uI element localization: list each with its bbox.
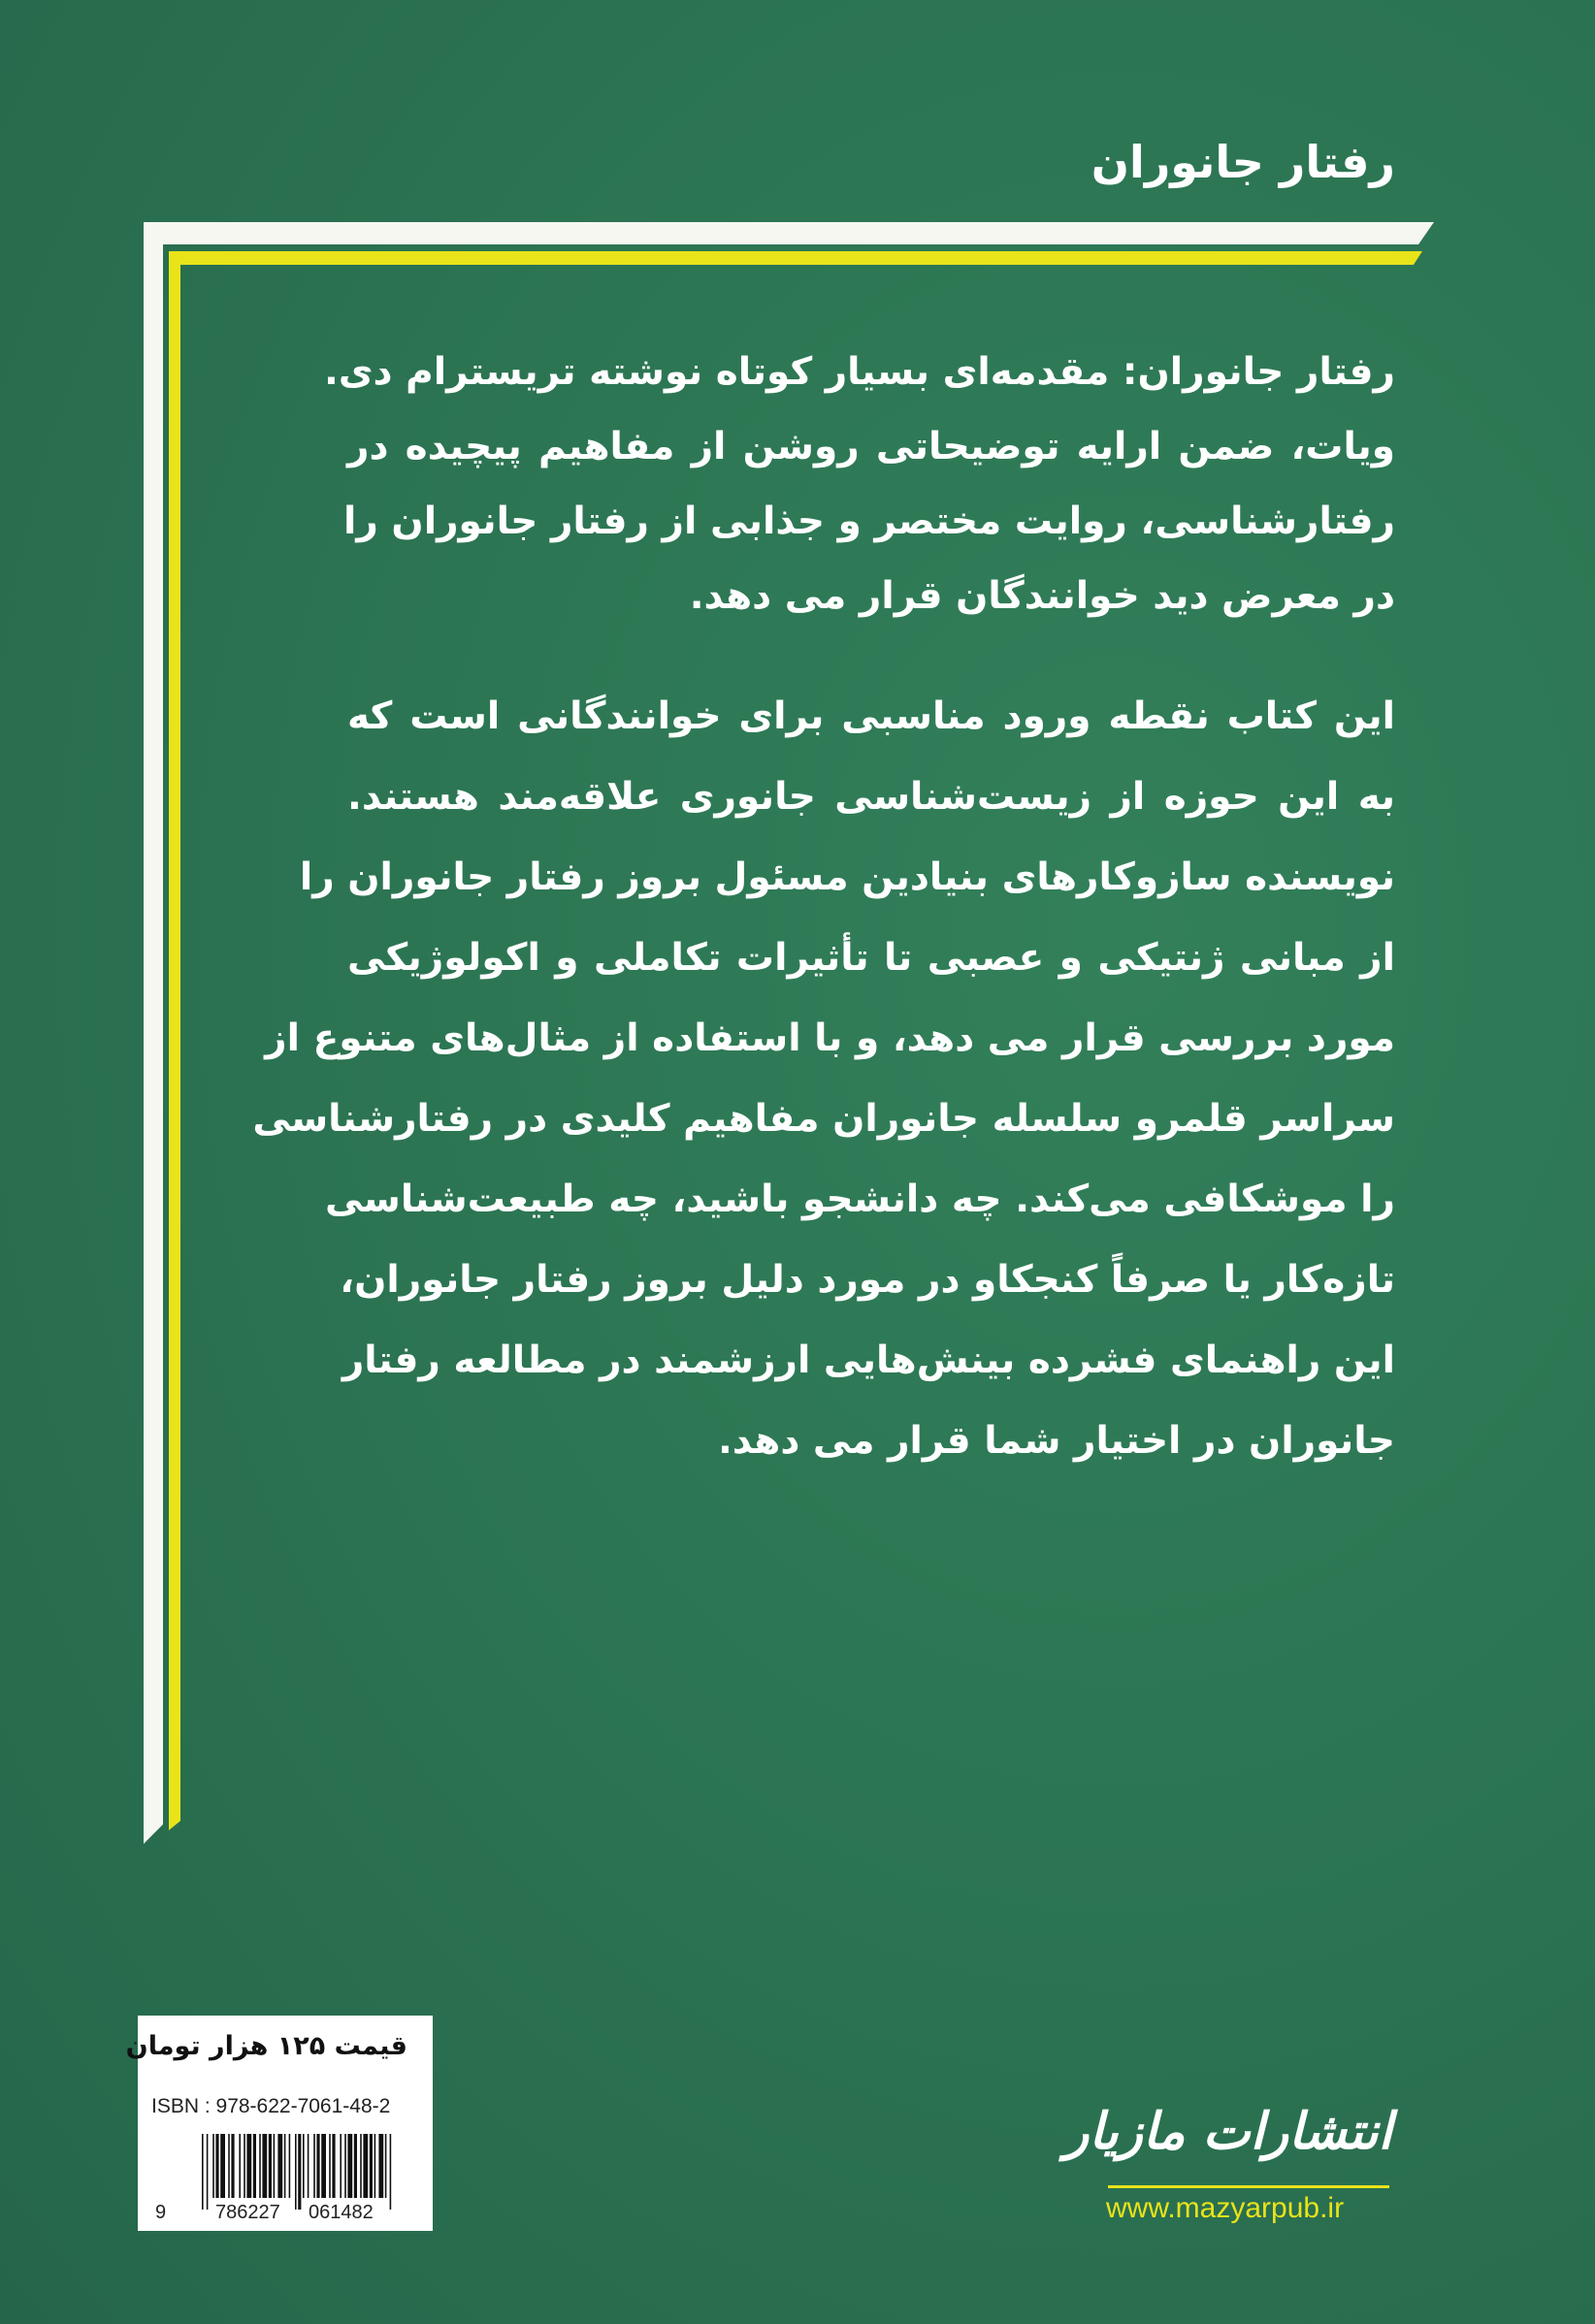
text-line: این کتاب نقطه ورود مناسبی برای خوانندگانی است که bbox=[347, 694, 1395, 738]
text-line: تازه‌کار یا صرفاً کنجکاو در مورد دلیل بروز رفتار جانوران، bbox=[340, 1258, 1395, 1302]
barcode-bar bbox=[277, 2134, 282, 2198]
barcode-digit-group: 786227 bbox=[215, 2202, 280, 2223]
book-title: رفتار جانوران bbox=[1090, 136, 1395, 188]
barcode-bar bbox=[321, 2134, 326, 2198]
frame-yellow-horizontal bbox=[169, 251, 1422, 265]
barcode-digit-group: 061482 bbox=[309, 2202, 374, 2223]
text-line: رفتار جانوران: مقدمه‌ای بسیار کوتاه نوشته تریسترام دی. bbox=[324, 350, 1395, 394]
text-line: سراسر قلمرو سلسله جانوران مفاهیم کلیدی در رفتارشناسی bbox=[252, 1097, 1395, 1141]
barcode-bar bbox=[231, 2134, 234, 2198]
barcode-bar bbox=[344, 2134, 346, 2198]
text-line: رفتارشناسی، روایت مختصر و جذابی از رفتار جانوران را bbox=[343, 500, 1395, 543]
barcode-bar bbox=[274, 2134, 276, 2198]
barcode-bar bbox=[228, 2134, 230, 2198]
barcode-bar bbox=[378, 2134, 383, 2198]
barcode-bar bbox=[370, 2134, 373, 2198]
barcode-bar bbox=[284, 2134, 286, 2198]
blurb-paragraph-1 bbox=[324, 335, 1395, 633]
text-line: از مبانی ژنتیکی و عصبی تا تأثیرات تکاملی و اکولوژیکی bbox=[347, 936, 1395, 980]
publisher-url[interactable]: www.mazyarpub.ir bbox=[1106, 2192, 1345, 2224]
barcode-bars bbox=[202, 2134, 396, 2210]
barcode-digit-group: 9 bbox=[155, 2202, 167, 2223]
barcode-bar bbox=[207, 2134, 209, 2210]
text-line: به این حوزه از زیست‌شناسی جانوری علاقه‌مند هستند. bbox=[347, 775, 1395, 819]
barcode-bar bbox=[329, 2134, 331, 2198]
barcode-bar bbox=[390, 2134, 392, 2210]
barcode bbox=[202, 2134, 396, 2202]
barcode-bar bbox=[308, 2134, 309, 2198]
publisher-logo: انتشارات مازیار bbox=[1064, 2102, 1392, 2161]
frame-yellow-vertical bbox=[169, 251, 180, 1830]
barcode-bar bbox=[220, 2134, 225, 2198]
barcode-bar bbox=[295, 2134, 297, 2210]
publisher-underline bbox=[1108, 2185, 1389, 2188]
barcode-bar bbox=[385, 2134, 387, 2198]
blurb-paragraph-2 bbox=[252, 676, 1395, 1481]
frame-white-vertical bbox=[144, 222, 163, 1844]
barcode-bar bbox=[354, 2134, 357, 2198]
barcode-bar bbox=[212, 2134, 214, 2198]
text-line: مورد بررسی قرار می دهد، و با استفاده از مثال‌های متنوع از bbox=[265, 1017, 1395, 1060]
barcode-bar bbox=[246, 2134, 251, 2198]
barcode-bar bbox=[313, 2134, 315, 2198]
barcode-bar bbox=[244, 2134, 245, 2198]
text-line: این راهنمای فشرده بینش‌هایی ارزشمند در مطالعه رفتار bbox=[342, 1339, 1395, 1382]
text-line: را موشکافی می‌کند. چه دانشجو باشید، چه طبیعت‌شناسی bbox=[325, 1178, 1395, 1221]
barcode-bar bbox=[289, 2134, 291, 2198]
barcode-bar bbox=[347, 2134, 352, 2198]
barcode-bar bbox=[262, 2134, 267, 2198]
barcode-bar bbox=[269, 2134, 272, 2198]
barcode-bar bbox=[374, 2134, 376, 2198]
barcode-bar bbox=[316, 2134, 319, 2198]
frame-white-horizontal bbox=[144, 222, 1434, 244]
barcode-bar bbox=[340, 2134, 342, 2198]
barcode-bar bbox=[332, 2134, 335, 2198]
barcode-bar bbox=[363, 2134, 368, 2198]
barcode-bar bbox=[259, 2134, 261, 2198]
barcode-bar bbox=[303, 2134, 305, 2198]
barcode-bar bbox=[253, 2134, 256, 2198]
barcode-bar bbox=[360, 2134, 362, 2198]
barcode-bar bbox=[239, 2134, 241, 2198]
isbn-label: ISBN : 978-622-7061-48-2 bbox=[151, 2095, 391, 2117]
text-line: ویات، ضمن ارایه توضیحاتی روشن از مفاهیم پیچیده در bbox=[347, 425, 1395, 468]
text-line: نویسنده سازوکارهای بنیادین مسئول بروز رفتار جانوران را bbox=[299, 855, 1395, 899]
barcode-bar bbox=[215, 2134, 218, 2198]
barcode-bar bbox=[202, 2134, 204, 2210]
price-isbn-box bbox=[125, 2016, 433, 2231]
price-label: قیمت ۱۲۵ هزار تومان bbox=[125, 2031, 407, 2061]
text-line: جانوران در اختیار شما قرار می دهد. bbox=[717, 1419, 1395, 1463]
barcode-bar bbox=[298, 2134, 301, 2210]
text-line: در معرض دید خوانندگان قرار می دهد. bbox=[689, 574, 1395, 618]
